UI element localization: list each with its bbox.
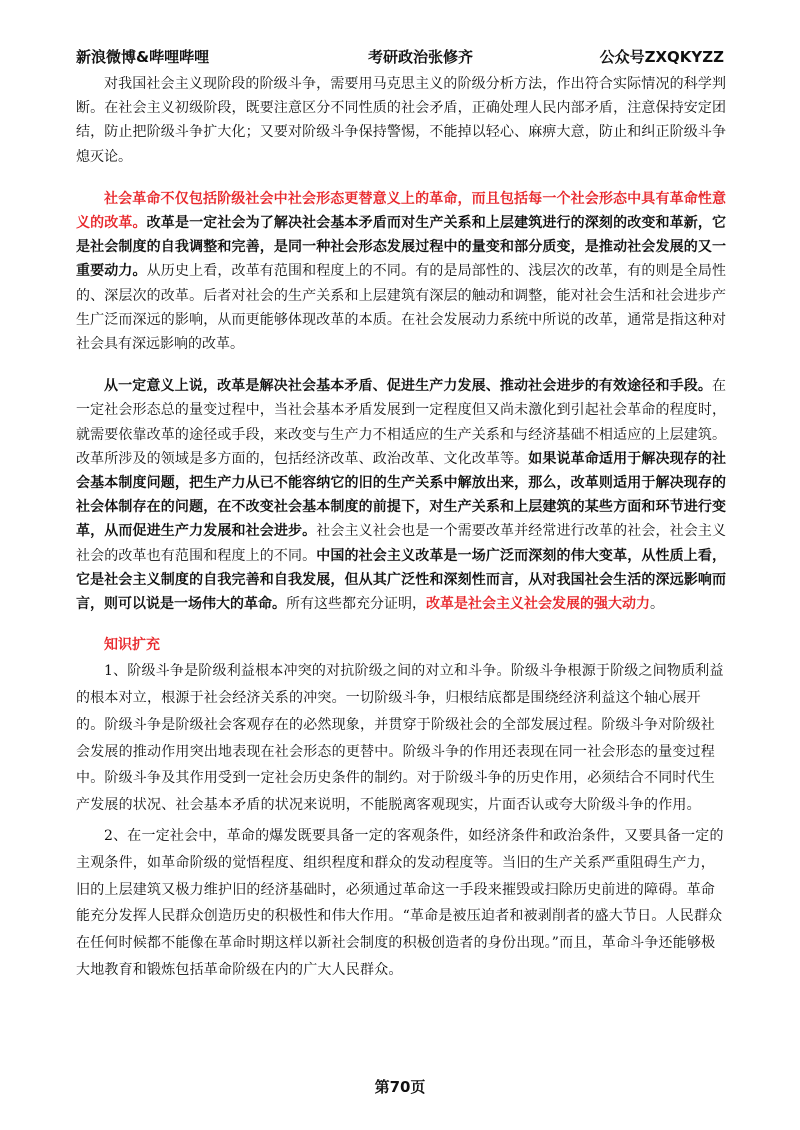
knowledge-expansion-title: 知识扩充: [104, 637, 160, 654]
text-conclusion-lead: 所有这些都充分证明，: [286, 596, 426, 613]
paragraph-reform-role: [76, 374, 726, 616]
bold-reform-means: 从一定意义上说，改革是解决社会基本矛盾、促进生产力发展、推动社会进步的有效途径和手段。: [104, 378, 712, 395]
paragraph-reform-definition: [76, 187, 726, 356]
page-number: 第70页: [374, 1078, 426, 1096]
header-weibo-bilibili: 新浪微博&哔哩哔哩: [76, 48, 210, 66]
text-period: 。: [650, 596, 664, 613]
text-reform-scope: 在一定社会形态总的量变过程中，当社会基本矛盾发展到一定程度但又尚未激化到引起社会革命的程度时，就需要依靠改革的途径或手段，来改变与生产力不相适应的生产关系和与经济基础不相适应的上层建筑。改革所涉及的领域是多方面的，包括经济改革、政治改革、文化改革等。: [76, 378, 726, 467]
knowledge-item-1: 1、阶级斗争是阶级利益根本冲突的对抗阶级之间的对立和斗争。阶级斗争根源于阶级之间物质利益的根本对立，根源于社会经济关系的冲突。一切阶级斗争，归根结底都是围绕经济利益这个轴心展开的。阶级斗争是阶级社会客观存在的必然现象，并贯穿于阶级社会的全部发展过程。阶级斗争对阶级社会发展的推动作用突出地表现在社会形态的更替中。阶级斗争的作用还表现在同一社会形态的量变过程中。阶级斗争及其作用受到一定社会历史条件的制约。对于阶级斗争的历史作用，必须结合不同时代生产发展的状况、社会基本矛盾的状况来说明，不能脱离客观现实，片面否认或夸大阶级斗争的作用。: [76, 663, 724, 814]
page-body: [76, 72, 726, 984]
bold-china-reform: 中国的社会主义改革是一场广泛而深刻的伟大变革，从性质上看，它是社会主义制度的自我完善和自我发展，但从其广泛性和深刻性而言，从对我国社会生活的深远影响而言，则可以说是一场伟大的革命。: [76, 547, 726, 613]
bold-revolution-vs-reform: 如果说革命适用于解决现存的社会基本制度问题，把生产力从已不能容纳它的旧的生产关系中解放出来，那么，改革则适用于解决现存的社会体制存在的问题，在不改变社会基本制度的前提下，对生产关系和上层建筑的某些方面和环节进行变革，从而促进生产力发展和社会进步。: [76, 450, 726, 540]
highlight-social-revolution: 社会革命不仅包括阶级社会中社会形态更替意义上的革命，而且包括每一个社会形态中具有革命性意义的改革。: [76, 190, 726, 232]
text-socialist-reform: 社会主义社会也是一个需要改革并经常进行改革的社会，社会主义社会的改革也有范围和程度上的不同。: [76, 523, 726, 564]
text-reform-history: 从历史上看，改革有范围和程度上的不同。有的是局部性的、浅层次的改革，有的则是全局性的、深层次的改革。后者对社会的生产关系和上层建筑有深层的触动和调整，能对社会生活和社会进步产生广泛而深远的影响，从而更能够体现改革的本质。在社会发展动力系统中所说的改革，通常是指这种对社会具有深远影响的改革。: [76, 263, 727, 353]
paragraph-class-struggle: 对我国社会主义现阶段的阶级斗争，需要用马克思主义的阶级分析方法，作出符合实际情况的科学判断。在社会主义初级阶段，既要注意区分不同性质的社会矛盾，正确处理人民内部矛盾，注意保持安定团结，防止把阶级斗争扩大化；又要对阶级斗争保持警惕，不能掉以轻心、麻痹大意，防止和纠正阶级斗争熄灭论。: [76, 76, 726, 165]
bold-reform-definition: 改革是一定社会为了解决社会基本矛盾而对生产关系和上层建筑进行的深刻的改变和革新，它是社会制度的自我调整和完善，是同一种社会形态发展过程中的量变和部分质变，是推动社会发展的又一重要动力。: [76, 215, 727, 280]
knowledge-item-2: 2、在一定社会中，革命的爆发既要具备一定的客观条件，如经济条件和政治条件，又要具备一定的主观条件，如革命阶级的觉悟程度、组织程度和群众的发动程度等。当旧的生产关系严重阻碍生产力，旧的上层建筑又极力维护旧的经济基础时，必须通过革命这一手段来摧毁或扫除历史前进的障碍。革命能充分发挥人民群众创造历史的积极性和伟大作用。“革命是被压迫者和被剥削者的盛大节日。人民群众在任何时候都不能像在革命时期这样以新社会制度的积极创造者的身份出现。”而且，革命斗争还能够极大地教育和锻炼包括革命阶级在内的广大人民群众。: [76, 828, 724, 979]
header-author: 考研政治张修齐: [368, 48, 474, 66]
highlight-reform-driving-force: 改革是社会主义社会发展的强大动力: [426, 596, 650, 613]
header-wechat-account: 公众号ZXQKYZZ: [599, 48, 724, 66]
page-header: [76, 46, 724, 70]
